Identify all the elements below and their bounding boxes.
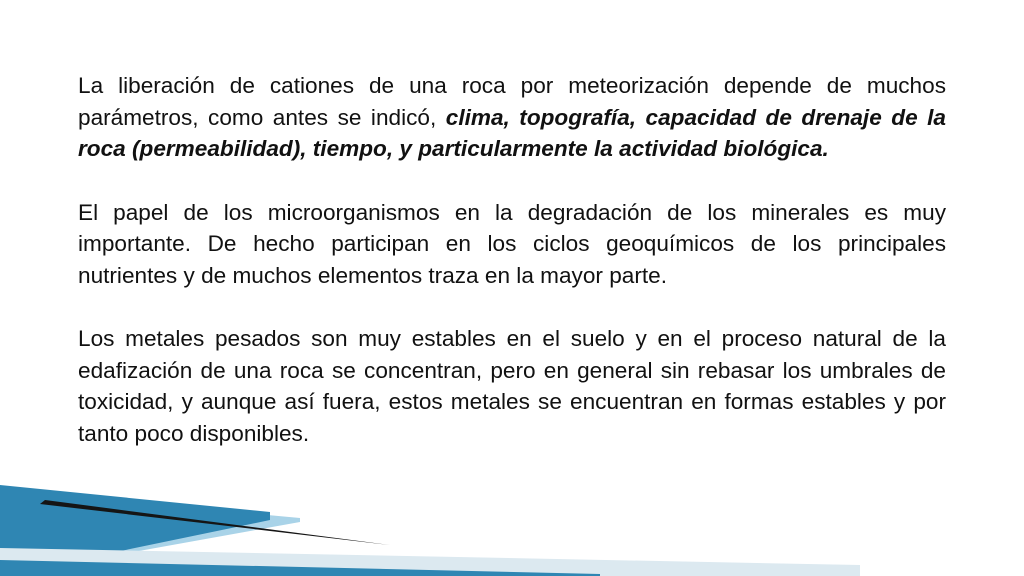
paragraph-1-text: La liberación de cationes de una roca por meteorización depende de muchos parámetros, como antes se indicó, bbox=[78, 73, 946, 130]
paragraph-2-text: El papel de los microorganismos en la degradación de los minerales es muy importante. De hecho participan en los ciclos geoquímicos de los principales nutrientes y de muchos elementos traza en la mayor parte. bbox=[78, 199, 946, 288]
paragraph-1 bbox=[78, 70, 946, 165]
paragraph-3-text: Los metales pesados son muy estables en el suelo y en el proceso natural de la edafización de una roca se concentran, pero en general sin rebasar los umbrales de toxicidad, y aunque así fuera, estos metales se encuentran en formas estables y por tanto poco disponibles. bbox=[78, 326, 946, 446]
slide-body bbox=[78, 70, 946, 449]
paragraph-2 bbox=[78, 197, 946, 292]
paragraph-1-emphasis: clima, topografía, capacidad de drenaje de la roca (permeabilidad), tiempo, y particularmente la actividad biológica. bbox=[78, 104, 946, 161]
paragraph-3 bbox=[78, 323, 946, 449]
